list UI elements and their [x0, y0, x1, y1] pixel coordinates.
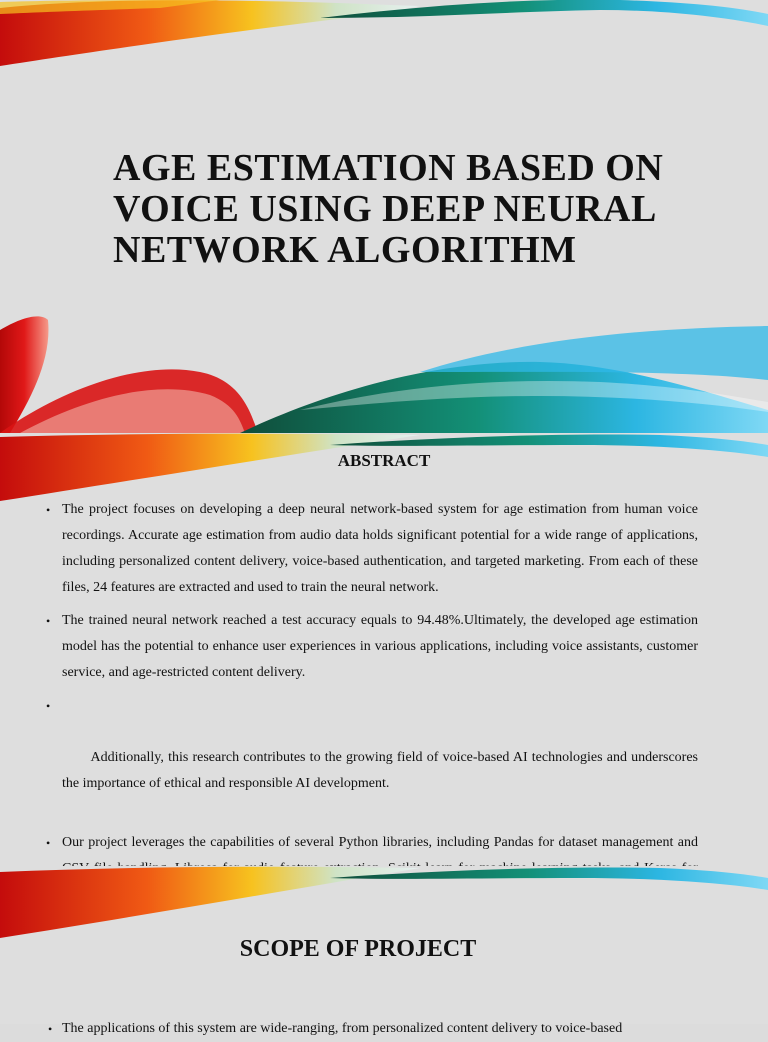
bullet-text: The trained neural network reached a test accuracy equals to 94.48%.Ultimately, the developed age estimation model has the potential to enhance user experiences in various applications, including voice assistants, customer service, and age-restricted content delivery.: [62, 613, 698, 680]
title-line: AGE ESTIMATION BASED ON: [113, 147, 664, 189]
title-line: NETWORK ALGORITHM: [113, 229, 577, 271]
title-line: VOICE USING DEEP NEURAL: [113, 188, 657, 230]
bullet-icon: •: [46, 614, 51, 628]
list-item: [44, 497, 698, 601]
list-item: [48, 1016, 722, 1042]
bullet-icon: •: [46, 503, 51, 517]
title-slide: [0, 0, 768, 433]
section-heading: ABSTRACT: [337, 451, 431, 470]
list-item: [44, 608, 698, 686]
bullet-icon: •: [46, 699, 51, 713]
abstract-slide: [0, 433, 768, 866]
bullet-icon: •: [48, 1022, 53, 1036]
bottom-wave-graphic: [0, 0, 768, 433]
bullet-text: Our project leverages the capabilities of several Python libraries, including Pandas for dataset management and: [62, 835, 698, 850]
bullet-icon: •: [46, 836, 51, 850]
list-item: [44, 693, 702, 823]
bullet-text: Additionally, this research contributes to the growing field of voice-based AI technologies and underscores the importance of ethical and responsible AI development.: [62, 750, 702, 791]
section-heading: SCOPE OF PROJECT: [239, 936, 477, 962]
bullet-text: The project focuses on developing a deep neural network-based system for age estimation from human voice recordings. Accurate age estimation from audio data holds significant potential for a wide range of applications, including personalized content delivery, voice-based authentication, and targeted marketing. From each of these files, 24 features are extracted and used to train the neural network.: [62, 502, 698, 595]
bullet-text: The applications of this system are wide-ranging, from personalized content delivery to voice-based: [62, 1021, 623, 1036]
scope-slide: [0, 866, 768, 1036]
